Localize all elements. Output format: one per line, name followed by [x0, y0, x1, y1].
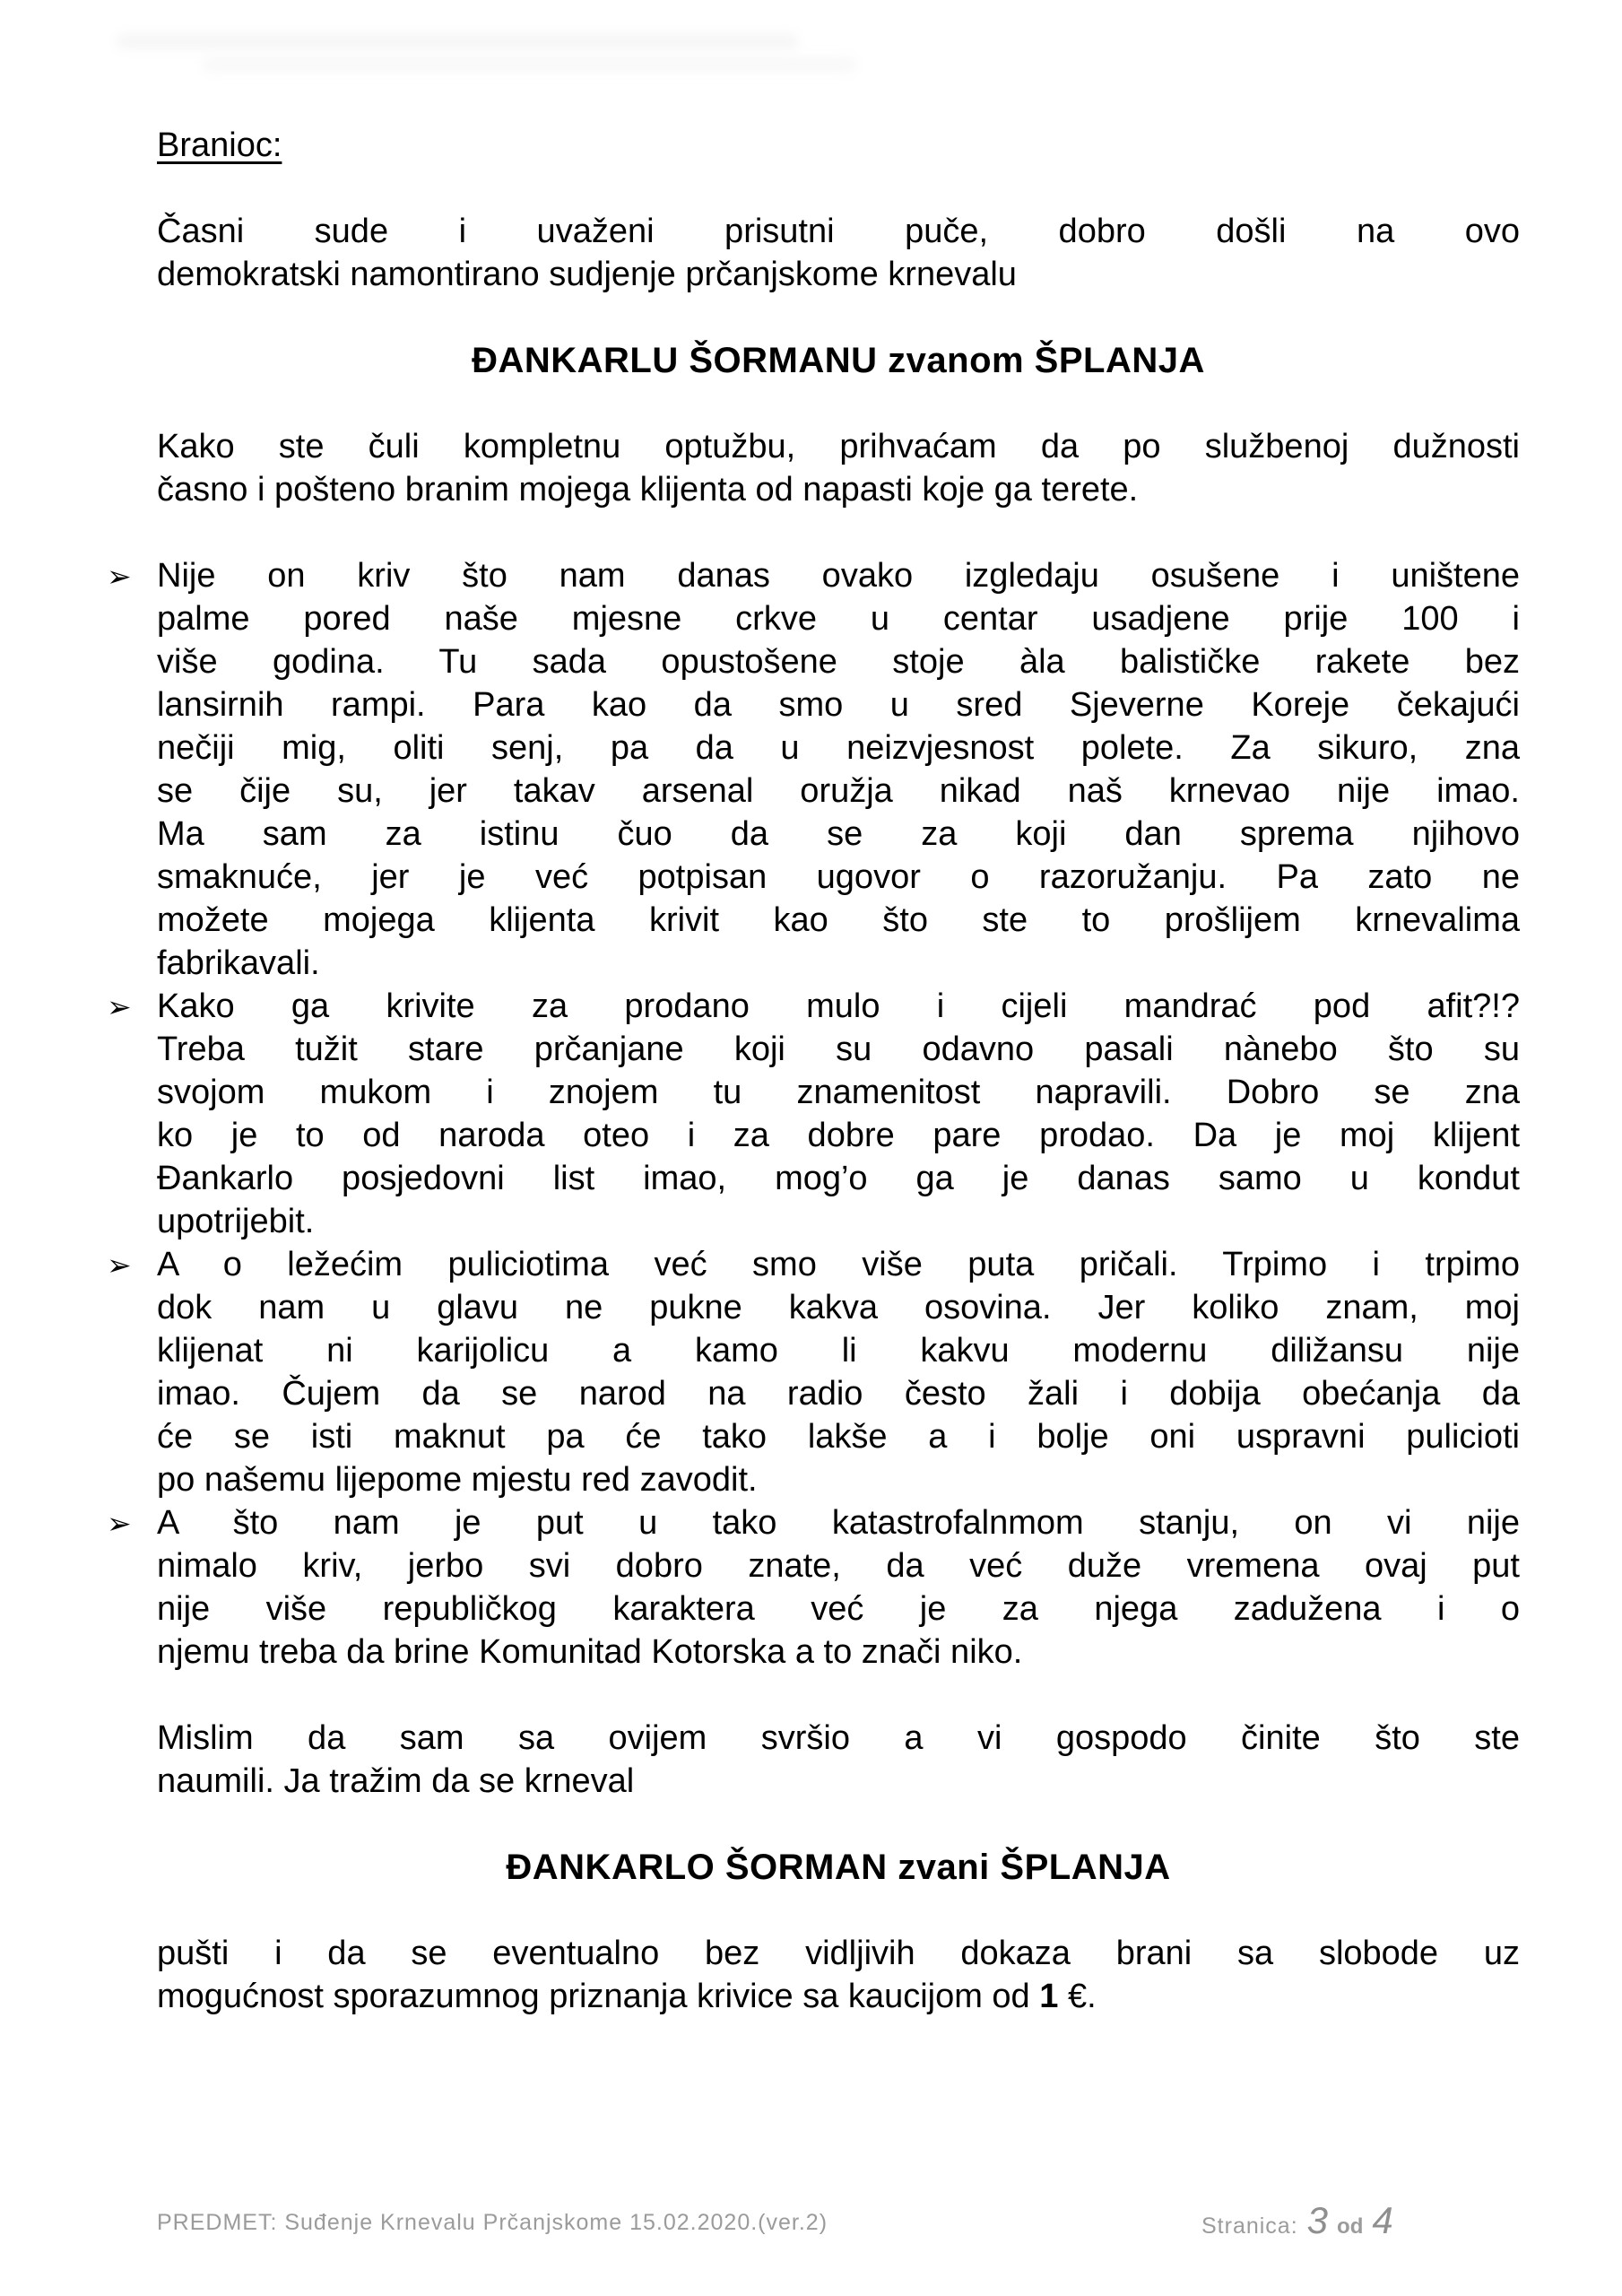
bullet-item-mulo [107, 985, 1520, 1243]
text-line: pušti i da se eventualno bez vidljivih dokaza brani sa slobode uz [157, 1935, 1520, 1972]
defendant-title-1: ĐANKARLU ŠORMANU zvanom ŠPLANJA [472, 341, 1205, 380]
arrow-bullet-icon: ➢ [107, 1248, 132, 1283]
arrow-bullet-icon: ➢ [107, 559, 132, 594]
text-line: časno i pošteno branim mojega klijenta od napasti koje ga terete. [157, 471, 1139, 509]
arrow-bullet-icon: ➢ [107, 1506, 132, 1541]
page-current: 3 [1306, 2199, 1329, 2241]
text-line: svojom mukom i znojem tu znamenitost napravili. Dobro se zna [157, 1074, 1520, 1111]
text-line: njemu treba da brine Komunitad Kotorska a to znači niko. [157, 1633, 1023, 1671]
text-line: smaknuće, jer je već potpisan ugovor o razoružanju. Pa zato ne [157, 858, 1520, 896]
text-segment: mogućnost sporazumnog priznanja krivice sa kaucijom od [157, 1978, 1040, 2015]
text-line: lansirnih rampi. Para kao da smo u sred Sjeverne Koreje čekajući [157, 686, 1520, 724]
text-line: A o ležećim puliciotima već smo više puta pričali. Trpimo i trpimo [157, 1246, 1520, 1283]
text-line: dok nam u glavu ne pukne kakva osovina. Jer koliko znam, moj [157, 1289, 1520, 1326]
text-line: Časni sude i uvaženi prisutni puče, dobro došli na ovo [157, 213, 1520, 250]
text-line: A što nam je put u tako katastrofalnmom stanju, on vi nije [157, 1504, 1520, 1542]
text-line: Đankarlo posjedovni list imao, mog’o ga je danas samo u kondut [157, 1160, 1520, 1197]
release-paragraph [157, 1932, 1520, 2018]
text-line: po našemu lijepome mjestu red zavodit. [157, 1461, 758, 1499]
text-line: više godina. Tu sada opustošene stoje àla balističke rakete bez [157, 643, 1520, 681]
text-line: nečiji mig, oliti senj, pa da u neizvjesnost polete. Za sikuro, zna [157, 729, 1520, 767]
intro-paragraph [157, 210, 1520, 296]
text-line: nije više republičkog karaktera već je za njega zadužena i o [157, 1590, 1520, 1628]
page-separator: od [1337, 2214, 1364, 2239]
footer-case-label: PREDMET: Suđenje Krnevalu Prčanjskome 15.02.2020.(ver.2) [157, 2210, 828, 2235]
text-line: nimalo kriv, jerbo svi dobro znate, da već duže vremena ovaj put [157, 1547, 1520, 1585]
document-body [107, 124, 1520, 2018]
page-indicator [1201, 2199, 1393, 2242]
text-line: ko je to od naroda oteo i za dobre pare prodao. Da je moj klijent [157, 1117, 1520, 1154]
closing-paragraph [157, 1717, 1520, 1803]
text-line: se čije su, jer takav arsenal oružja nikad naš krnevao nije imao. [157, 772, 1520, 810]
bail-amount: 1 [1039, 1978, 1059, 2015]
defendant-title-2: ĐANKARLO ŠORMAN zvani ŠPLANJA [506, 1848, 1171, 1887]
page-total: 4 [1372, 2199, 1393, 2241]
text-line: fabrikavali. [157, 944, 320, 982]
scan-artifact [202, 57, 856, 72]
scan-artifact [117, 34, 798, 48]
text-line [157, 1975, 1520, 2018]
arrow-bullet-icon: ➢ [107, 989, 132, 1024]
acceptance-paragraph [157, 425, 1520, 511]
text-line: palme pored naše mjesne crkve u centar usadjene prije 100 i [157, 600, 1520, 638]
text-line: Mislim da sam sa ovijem svršio a vi gospodo činite što ste [157, 1719, 1520, 1757]
text-line: upotrijebit. [157, 1203, 315, 1240]
text-line: naumili. Ja tražim da se krneval [157, 1762, 635, 1800]
text-line: klijenat ni karijolicu a kamo li kakvu modernu diližansu nije [157, 1332, 1520, 1370]
text-line: Kako ga krivite za prodano mulo i cijeli mandrać pod afit?!? [157, 987, 1520, 1025]
page-footer [157, 2199, 1520, 2253]
bullet-item-put [107, 1501, 1520, 1674]
bullet-list [107, 554, 1520, 1674]
text-line: možete mojega klijenta krivit kao što ste to prošlijem krnevalima [157, 901, 1520, 939]
text-line: demokratski namontirano sudjenje prčanjskome krnevalu [157, 256, 1017, 293]
text-line: Nije on kriv što nam danas ovako izgledaju osušene i uništene [157, 557, 1520, 595]
heading-branioc: Branioc: [157, 126, 282, 164]
bullet-item-palms [107, 554, 1520, 985]
bullet-item-pulicioti [107, 1243, 1520, 1501]
text-segment: €. [1058, 1978, 1097, 2015]
page-label: Stranica: [1201, 2213, 1298, 2239]
speaker-heading [157, 124, 1520, 167]
text-line: imao. Čujem da se narod na radio često žali i dobija obećanja da [157, 1375, 1520, 1413]
text-line: Kako ste čuli kompletnu optužbu, prihvaćam da po službenoj dužnosti [157, 428, 1520, 465]
text-line: Ma sam za istinu čuo da se za koji dan sprema njihovo [157, 815, 1520, 853]
text-line: će se isti maknut pa će tako lakše a i bolje oni uspravni pulicioti [157, 1418, 1520, 1456]
text-line: Treba tužit stare prčanjane koji su odavno pasali nànebo što su [157, 1031, 1520, 1068]
